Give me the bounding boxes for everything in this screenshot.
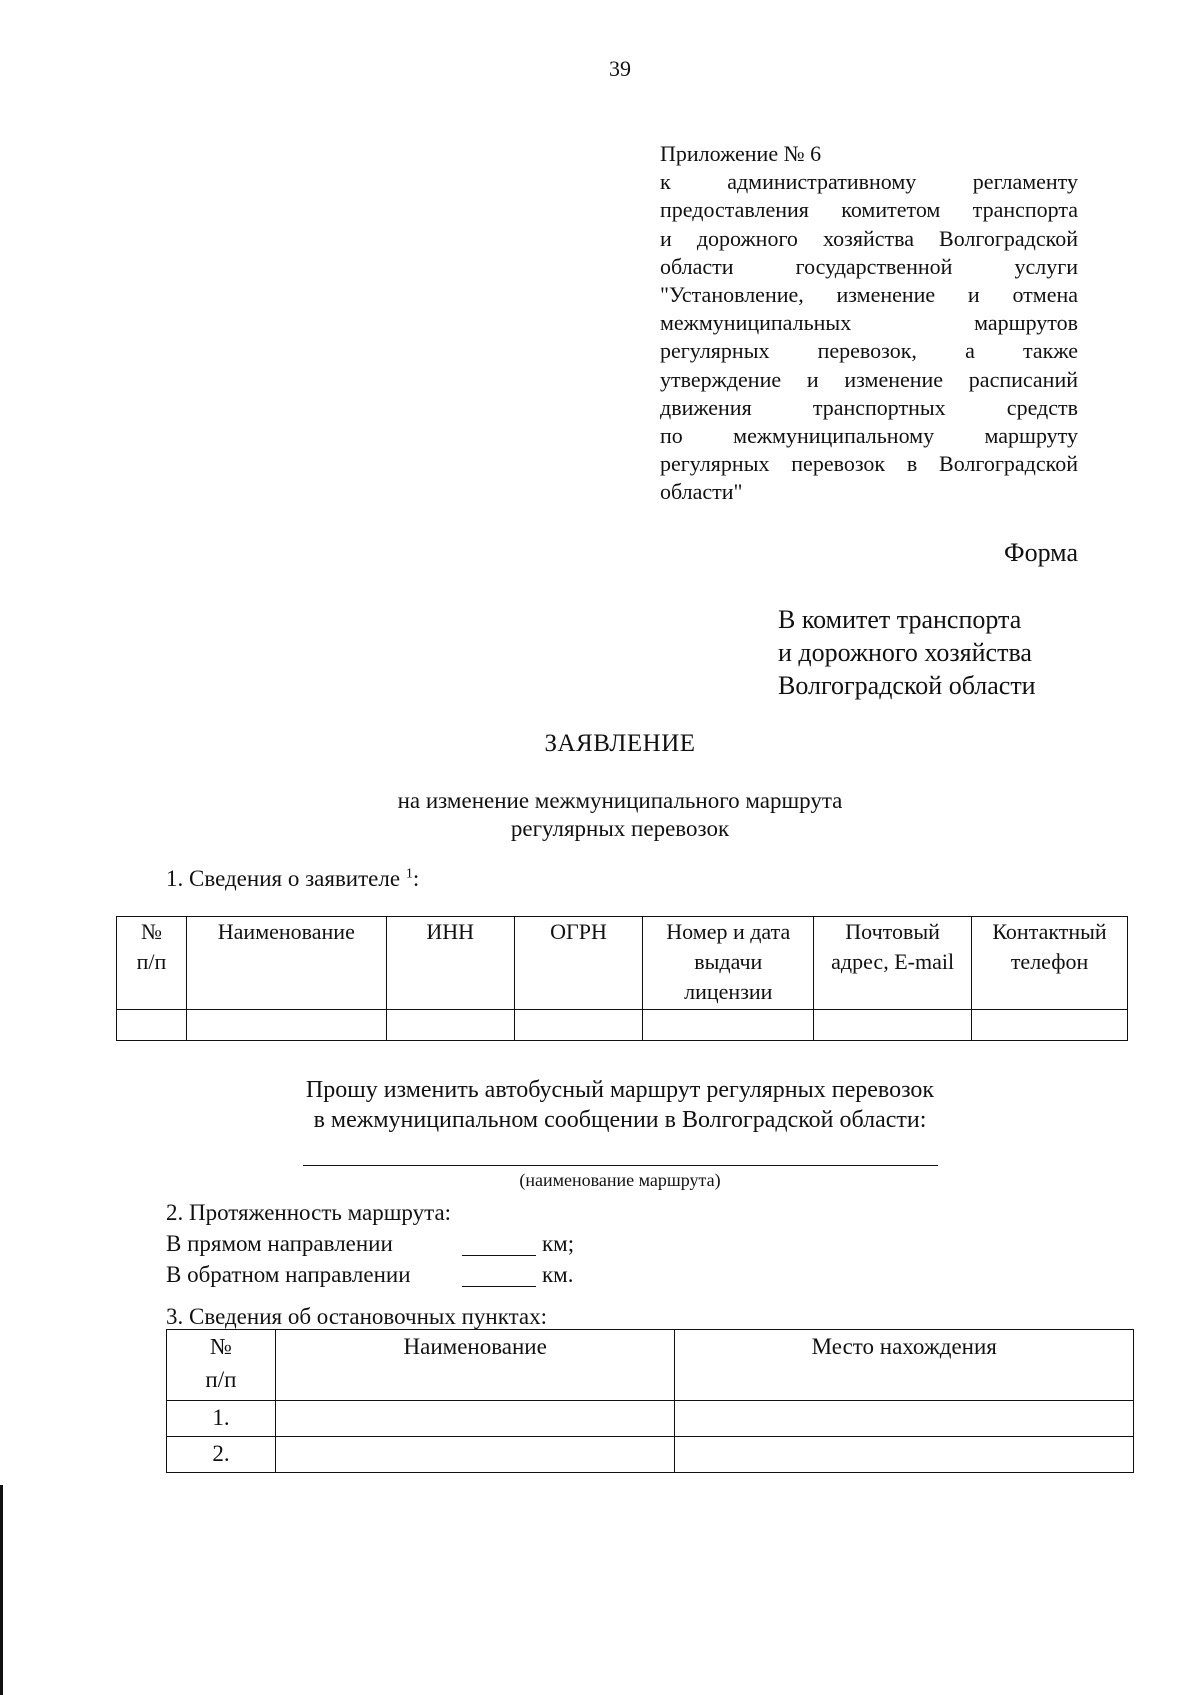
table-cell[interactable]	[675, 1437, 1134, 1473]
forward-length-unit: км;	[542, 1231, 575, 1256]
table-cell[interactable]	[386, 1010, 514, 1041]
addressee-line: и дорожного хозяйства	[778, 638, 1032, 667]
backward-length-blank[interactable]	[462, 1286, 536, 1287]
footnote-mark: 1	[405, 866, 413, 882]
form-label: Форма	[1004, 538, 1078, 567]
table-row	[117, 1010, 1128, 1041]
appendix-line: области государственной услуги	[660, 253, 1078, 279]
request-line: Прошу изменить автобусный маршрут регулярных перевозок	[305, 1077, 935, 1103]
table-cell[interactable]	[814, 1010, 972, 1041]
table-cell[interactable]	[643, 1010, 814, 1041]
backward-direction-label: В обратном направлении	[166, 1262, 411, 1287]
section-applicant-label: 1. Сведения о заявителе	[166, 866, 401, 891]
table-cell[interactable]	[117, 1010, 187, 1041]
appendix-line: межмуниципальных маршрутов	[660, 310, 1078, 336]
row-number: 1.	[167, 1401, 276, 1437]
section-applicant-heading	[166, 866, 419, 892]
table-header-row	[167, 1330, 1134, 1401]
appendix-line: "Установление, изменение и отмена	[660, 282, 1078, 308]
route-name-caption: (наименование маршрута)	[519, 1170, 721, 1190]
table-row	[167, 1401, 1134, 1437]
forward-direction-label: В прямом направлении	[166, 1231, 393, 1256]
appendix-line: утверждение и изменение расписаний	[660, 366, 1078, 392]
table-cell[interactable]	[972, 1010, 1128, 1041]
scan-edge-mark	[0, 1485, 3, 1695]
col-number-header: № п/п	[167, 1330, 276, 1401]
table-cell[interactable]	[186, 1010, 386, 1041]
section-route-length	[166, 1197, 575, 1290]
route-name-blank[interactable]	[303, 1165, 938, 1166]
col-address-header: Почтовый адрес, E-mail	[814, 917, 972, 1010]
appendix-line: предоставления комитетом транспорта	[660, 197, 1078, 223]
request-line: в межмуниципальном сообщении в Волгоградской области:	[313, 1107, 927, 1133]
subtitle-line: регулярных перевозок	[510, 816, 730, 841]
section-stops-heading: 3. Сведения об остановочных пунктах:	[166, 1304, 548, 1329]
col-location-header: Место нахождения	[675, 1330, 1134, 1401]
col-number-header: № п/п	[117, 917, 187, 1010]
addressee-line: Волгоградской области	[778, 671, 1036, 700]
document-title: ЗАЯВЛЕНИЕ	[544, 730, 696, 757]
table-header-row	[117, 917, 1128, 1010]
forward-length-blank[interactable]	[462, 1255, 536, 1256]
page-number: 39	[609, 56, 631, 81]
table-cell[interactable]	[675, 1401, 1134, 1437]
col-inn-header: ИНН	[386, 917, 514, 1010]
appendix-line: области"	[660, 479, 743, 505]
addressee-line: В комитет транспорта	[778, 605, 1022, 634]
stops-table	[166, 1329, 1134, 1473]
backward-length-unit: км.	[542, 1262, 574, 1287]
section-route-length-label: 2. Протяженность маршрута:	[166, 1200, 452, 1225]
section-applicant-colon: :	[412, 866, 420, 891]
col-phone-header: Контактный телефон	[972, 917, 1128, 1010]
forward-direction-row	[166, 1228, 575, 1259]
table-cell[interactable]	[514, 1010, 643, 1041]
table-cell[interactable]	[275, 1401, 675, 1437]
request-text	[0, 1075, 1200, 1135]
appendix-title: Приложение № 6	[660, 141, 822, 166]
col-ogrn-header: ОГРН	[514, 917, 643, 1010]
col-name-header: Наименование	[275, 1330, 675, 1401]
addressee-block	[778, 603, 1036, 702]
appendix-line: по межмуниципальному маршруту	[660, 423, 1078, 449]
appendix-line: регулярных перевозок в Волгоградской	[660, 451, 1078, 477]
subtitle-line: на изменение межмуниципального маршрута	[397, 788, 843, 813]
appendix-line: регулярных перевозок, а также	[660, 338, 1078, 364]
backward-direction-row	[166, 1259, 574, 1290]
appendix-line: к административному регламенту	[660, 169, 1078, 195]
applicant-table	[116, 916, 1128, 1041]
appendix-block	[660, 140, 1078, 507]
table-row	[167, 1437, 1134, 1473]
col-license-header: Номер и дата выдачи лицензии	[643, 917, 814, 1010]
row-number: 2.	[167, 1437, 276, 1473]
appendix-line: и дорожного хозяйства Волгоградской	[660, 225, 1078, 251]
table-cell[interactable]	[275, 1437, 675, 1473]
col-name-header: Наименование	[186, 917, 386, 1010]
appendix-line: движения транспортных средств	[660, 394, 1078, 420]
document-subtitle	[0, 787, 1200, 843]
